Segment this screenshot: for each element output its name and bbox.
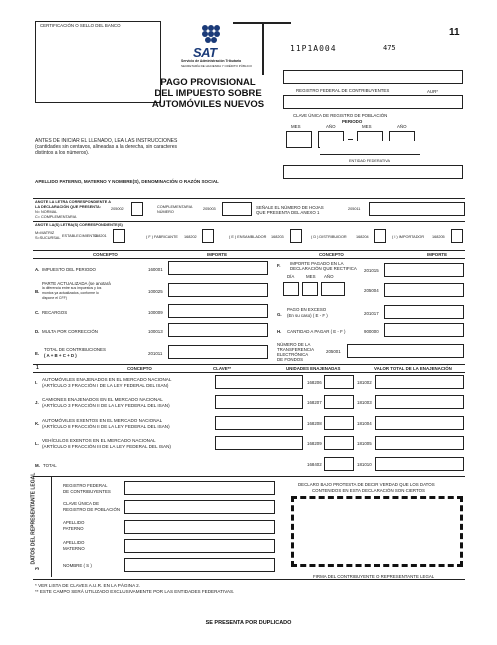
- transfer-label-2: TRANSFERENCIA: [277, 347, 315, 352]
- s1-j-code1: 168207: [307, 400, 322, 405]
- s3-declaro-2: CONTENIDOS EN ESTA DECLARACIÓN SON CIERTOS: [312, 488, 425, 493]
- calc-b-label-1: PARTE ACTUALIZADA (se anotará: [42, 281, 111, 286]
- calc-header-rule: [33, 258, 465, 259]
- decl-title-2: LA DECLARACIÓN QUE PRESENTA:: [35, 205, 102, 209]
- s1-i-clave-field[interactable]: [215, 375, 303, 389]
- s1-j-letter: J.: [35, 400, 39, 405]
- s1-i-value-field[interactable]: [375, 375, 464, 389]
- s1-l-label-1: VEHÍCULOS EXENTOS EN EL MERCADO NACIONAL: [42, 438, 156, 443]
- calc-h-code: 900000: [364, 329, 379, 334]
- hojas-label-2: QUE PRESENTA DEL ANEXO 1: [256, 210, 320, 215]
- sat-logo-sub1: Servicio de Administración Tributaria: [181, 59, 241, 63]
- matriz-label: M=MATRIZ: [35, 231, 55, 235]
- letras-label: ANOTE LA(S) LETRA(S) CORRESPONDIENTE(S): [35, 223, 123, 227]
- s3-nombre-field[interactable]: [124, 558, 275, 572]
- estab-code: 168201: [94, 234, 107, 238]
- s1-k-code1: 168208: [307, 421, 322, 426]
- s1-i-label-1: AUTOMÓVILES ENAJENADOS EN EL MERCADO NACIONAL: [42, 377, 172, 382]
- s1-h-clave: CLAVE**: [213, 366, 231, 371]
- s1-m-code1: 168402: [307, 462, 322, 467]
- page-number: 11: [449, 27, 460, 38]
- periodo-label: PERIODO: [342, 119, 363, 124]
- title-line3: AUTOMÓVILES NUEVOS: [151, 99, 265, 110]
- calc-g-letter: G.: [277, 312, 282, 317]
- calc-a-letter: A.: [35, 267, 40, 272]
- calc-d-code: 100013: [148, 329, 163, 334]
- s3-rfc-field[interactable]: [124, 481, 275, 495]
- curp-field[interactable]: [283, 95, 463, 109]
- calc-f-mes-field[interactable]: [302, 282, 318, 296]
- aur-label: AUR*: [427, 89, 438, 94]
- calc-a-field[interactable]: [168, 261, 268, 275]
- calc-c-code: 100009: [148, 310, 163, 315]
- hojas-code: 205011: [348, 207, 361, 211]
- s3-firma-label: FIRMA DEL CONTRIBUYENTE O REPRESENTANTE LEGAL: [313, 574, 435, 579]
- s1-m-label: TOTAL: [43, 463, 57, 468]
- estab-label: ESTABLECIMIENTO: [62, 234, 98, 238]
- dis-code: 168204: [356, 235, 369, 239]
- calc-b-field[interactable]: [168, 283, 268, 297]
- s1-l-code2: 181005: [357, 441, 372, 446]
- s3-side-rule: [51, 477, 52, 577]
- calc-h-concepto-right: CONCEPTO: [319, 252, 344, 257]
- calc-f-anio-field[interactable]: [321, 282, 345, 296]
- comp-label-1: COMPLEMENTARIA: [157, 205, 193, 209]
- decl-complementaria: C= COMPLEMENTARIA: [35, 215, 77, 219]
- periodo-mes1: MES: [291, 124, 301, 129]
- decl-code: 205002: [111, 207, 124, 211]
- s1-i-letter: I.: [35, 380, 38, 385]
- s1-j-label-1: CAMIONES ENAJENADOS EN EL MERCADO NACIONAL: [42, 397, 163, 402]
- curp-label: CLAVE ÚNICA DE REGISTRO DE POBLACIÓN: [293, 113, 388, 118]
- calc-h-importe-right: IMPORTE: [427, 252, 448, 257]
- s3-side-label: DATOS DEL REPRESENTANTE LEGAL: [30, 472, 37, 565]
- s1-l-letter: L.: [35, 441, 39, 446]
- signature-box[interactable]: [291, 496, 463, 567]
- s1-l-units-field[interactable]: [324, 436, 354, 450]
- periodo-anio2: AÑO: [397, 124, 407, 129]
- s3-rfc-1: REGISTRO FEDERAL: [63, 483, 108, 488]
- title-line2: DEL IMPUESTO SOBRE: [154, 88, 262, 99]
- s1-h-concepto: CONCEPTO: [127, 366, 152, 371]
- calc-d-label: MULTA POR CORRECCIÓN: [42, 329, 98, 334]
- calc-e-letter: E.: [35, 351, 40, 356]
- s1-j-label-2: (ARTÍCULO 3 FRACCIÓN II DE LA LEY FEDERAL DEL ISAN): [42, 403, 170, 408]
- transfer-code: 205001: [326, 349, 341, 354]
- s1-j-code2: 181003: [357, 400, 372, 405]
- instructions-line3: distintos a los números).: [35, 150, 90, 156]
- fab-code: 168202: [184, 235, 197, 239]
- decl-type-field[interactable]: [131, 202, 143, 216]
- footnote-2: ** ESTE CAMPO SERÁ UTILIZADO EXCLUSIVAMENTE POR LAS ENTIDADES FEDERATIVAS.: [35, 589, 235, 594]
- calc-a-code: 160001: [148, 267, 163, 272]
- transfer-label-3: ELECTRÓNICA: [277, 352, 309, 357]
- s1-j-units-field[interactable]: [324, 395, 354, 409]
- s1-l-clave-field[interactable]: [215, 436, 303, 450]
- s1-k-label-2: (ARTÍCULO 8 FRACCIÓN II DE LA LEY FEDERAL DEL ISAN): [42, 424, 170, 429]
- calc-e-field[interactable]: [168, 345, 268, 359]
- s1-l-label-2: (ARTÍCULO 8 FRACCIÓN III DE LA LEY FEDERAL DEL ISAN): [42, 444, 171, 449]
- calc-h-label: CANTIDAD A PAGAR ( E - F ): [287, 329, 346, 334]
- s3-curp-field[interactable]: [124, 500, 275, 514]
- imp-code: 168205: [432, 235, 445, 239]
- s1-k-label-1: AUTOMÓVILES EXENTOS EN EL MERCADO NACIONAL: [42, 418, 163, 423]
- decl-normal: N= NORMAL: [35, 210, 58, 214]
- s1-m-code2: 181010: [357, 462, 372, 467]
- imp-field[interactable]: [451, 229, 463, 243]
- calc-g-field[interactable]: [384, 305, 464, 319]
- s1-h-unidades: UNIDADES ENAJENADAS: [286, 366, 341, 371]
- periodo-mes2: MES: [362, 124, 372, 129]
- s1-k-value-field[interactable]: [375, 416, 464, 430]
- s1-k-code2: 181004: [357, 421, 372, 426]
- comp-number-field[interactable]: [222, 202, 252, 216]
- name-label: APELLIDO PATERNO, MATERNO Y NOMBRE(S), DENOMINACIÓN O RAZÓN SOCIAL: [35, 179, 219, 184]
- calc-c-letter: C.: [35, 310, 40, 315]
- calc-e-label-2: ( A + B + C + D ): [44, 353, 77, 358]
- hojas-field[interactable]: [369, 202, 465, 216]
- calc-e-code: 201011: [148, 351, 163, 356]
- fab-label: ( F ) FABRICANTE: [146, 235, 178, 239]
- calc-b-label-2: la diferencia entre sus impuestos y los: [42, 286, 102, 290]
- entidad-label: ENTIDAD FEDERATIVA: [349, 159, 390, 163]
- bank-stamp-label: CERTIFICACIÓN O SELLO DEL BANCO: [40, 23, 121, 28]
- calc-b-label-3: montos ya actualizados, conforme lo: [42, 291, 99, 295]
- calc-f-label-1: IMPORTE PAGADO EN LA: [290, 261, 344, 266]
- transfer-label-4: DE FONDOS: [277, 357, 304, 362]
- calc-d-field[interactable]: [168, 323, 268, 337]
- calc-c-label: RECARGOS: [42, 310, 68, 315]
- footer-duplicado: SE PRESENTA POR DUPLICADO: [205, 620, 292, 626]
- rfc-label: REGISTRO FEDERAL DE CONTRIBUYENTES: [296, 88, 390, 93]
- s1-l-code1: 168209: [307, 441, 322, 446]
- s3-paterno-2: PATERNO: [63, 526, 84, 531]
- s3-bottom-rule: [33, 579, 465, 580]
- calc-c-field[interactable]: [168, 304, 268, 318]
- s1-number: 1: [36, 365, 39, 371]
- s3-number: 3: [34, 567, 41, 570]
- s1-i-units-field[interactable]: [324, 375, 354, 389]
- s3-curp-1: CLAVE ÚNICA DE: [63, 501, 100, 506]
- s3-nombre: NOMBRE ( S ): [63, 563, 92, 568]
- ens-code: 168203: [271, 235, 284, 239]
- instructions-line2: (cantidades sin centavos, alineadas a la derecha, sin caracteres: [35, 144, 178, 150]
- calc-f-anio: AÑO: [324, 274, 334, 279]
- periodo-mes1-field[interactable]: [286, 131, 312, 148]
- calc-g-label-1: PAGO EN EXCESO: [287, 307, 327, 312]
- calc-f-date-field[interactable]: [384, 283, 464, 297]
- dis-label: ( D ) DISTRIBUIDOR: [311, 235, 347, 239]
- calc-b-code: 100025: [148, 289, 163, 294]
- comp-code: 205003: [203, 207, 216, 211]
- hojas-label-1: SEÑALE EL NÚMERO DE HOJAS: [256, 205, 324, 210]
- calc-h-field[interactable]: [384, 323, 464, 337]
- estab-field[interactable]: [113, 229, 125, 243]
- s1-k-clave-field[interactable]: [215, 416, 303, 430]
- sucursal-label: S=SUCURSAL: [35, 236, 61, 240]
- s1-j-value-field[interactable]: [375, 395, 464, 409]
- instructions-line1: ANTES DE INICIAR EL LLENADO, LEA LAS INSTRUCCIONES: [35, 138, 178, 144]
- form-code: 11P1A004: [290, 44, 337, 53]
- s3-paterno-1: APELLIDO: [63, 520, 85, 525]
- transfer-label-1: NÚMERO DE LA: [277, 342, 311, 347]
- calc-b-label-4: dispone el CFF): [42, 296, 67, 300]
- s1-i-code2: 181002: [357, 380, 372, 385]
- s1-k-letter: K.: [35, 421, 40, 426]
- imp-label: ( I ) IMPORTADOR: [392, 235, 425, 239]
- s3-materno-1: APELLIDO: [63, 540, 85, 545]
- s1-i-code1: 168206: [307, 380, 322, 385]
- ens-field[interactable]: [290, 229, 302, 243]
- s3-materno-field[interactable]: [124, 539, 275, 553]
- calc-h-concepto-left: CONCEPTO: [93, 252, 118, 257]
- sat-logo-sub2: SECRETARÍA DE HACIENDA Y CRÉDITO PÚBLICO: [181, 64, 252, 68]
- footnote-1: * VER LISTA DE CLAVES A.U.R. EN LA PÁGINA 2.: [35, 583, 141, 588]
- comp-label-2: NÚMERO: [157, 210, 174, 214]
- title-line1: PAGO PROVISIONAL: [160, 77, 256, 88]
- s1-m-value-field[interactable]: [375, 457, 464, 471]
- transfer-field[interactable]: [347, 344, 464, 358]
- s3-curp-2: REGISTRO DE POBLACIÓN: [63, 507, 121, 512]
- calc-e-label-1: TOTAL DE CONTRIBUCIONES: [44, 347, 106, 352]
- s1-i-label-2: (ARTÍCULO 3 FRACCIÓN I DE LA LEY FEDERAL DEL ISAN): [42, 383, 169, 388]
- sat-logo-icon: [200, 23, 222, 45]
- s3-paterno-field[interactable]: [124, 520, 275, 534]
- aur-field[interactable]: [405, 70, 463, 84]
- calc-f-dia: DÍA: [287, 274, 295, 279]
- decl-title-1: ANOTE LA LETRA CORRESPONDIENTE A: [35, 200, 111, 204]
- fab-field[interactable]: [202, 229, 214, 243]
- s1-m-letter: M.: [35, 463, 40, 468]
- calc-f-amount-field[interactable]: [384, 263, 464, 277]
- s1-k-units-field[interactable]: [324, 416, 354, 430]
- calc-a-label: IMPUESTO DEL PERIODO: [42, 267, 96, 272]
- s1-j-clave-field[interactable]: [215, 395, 303, 409]
- sat-logo-text: SAT: [193, 45, 217, 60]
- calc-h-letter: H.: [277, 329, 282, 334]
- form-code-2: 475: [383, 44, 396, 52]
- form-id-vertical-line: [262, 22, 264, 75]
- calc-f-mes: MES: [306, 274, 316, 279]
- entidad-field[interactable]: [320, 141, 420, 155]
- calc-d-letter: D.: [35, 329, 40, 334]
- calc-f-label-2: DECLARACIÓN QUE RECTIFICA: [290, 266, 357, 271]
- s1-l-value-field[interactable]: [375, 436, 464, 450]
- calc-b-letter: B.: [35, 289, 40, 294]
- calc-h-importe-left: IMPORTE: [207, 252, 228, 257]
- calc-f-code1: 201015: [364, 268, 379, 273]
- s1-m-units-field[interactable]: [324, 457, 354, 471]
- calc-f-code2: 205004: [364, 288, 379, 293]
- calc-g-label-2: (En su caso) ( E - F ): [287, 313, 328, 318]
- periodo-anio1: AÑO: [326, 124, 336, 129]
- calc-f-letter: F.: [277, 263, 281, 268]
- s3-rfc-2: DE CONTRIBUYENTES: [63, 489, 111, 494]
- dis-field[interactable]: [374, 229, 386, 243]
- s3-declaro-1: DECLARO BAJO PROTESTA DE DECIR VERDAD QUE LOS DATOS: [298, 482, 435, 487]
- s3-materno-2: MATERNO: [63, 546, 85, 551]
- s3-top-rule: [33, 476, 465, 477]
- calc-f-dia-field[interactable]: [283, 282, 299, 296]
- s1-header-rule: [33, 372, 465, 373]
- ens-label: ( E ) ENSAMBLADOR: [229, 235, 267, 239]
- calc-g-code: 201017: [364, 311, 379, 316]
- form-id-top-line: [233, 22, 291, 24]
- s1-h-valor: VALOR TOTAL DE LA ENAJENACIÓN: [374, 366, 452, 371]
- name-field[interactable]: [283, 165, 463, 179]
